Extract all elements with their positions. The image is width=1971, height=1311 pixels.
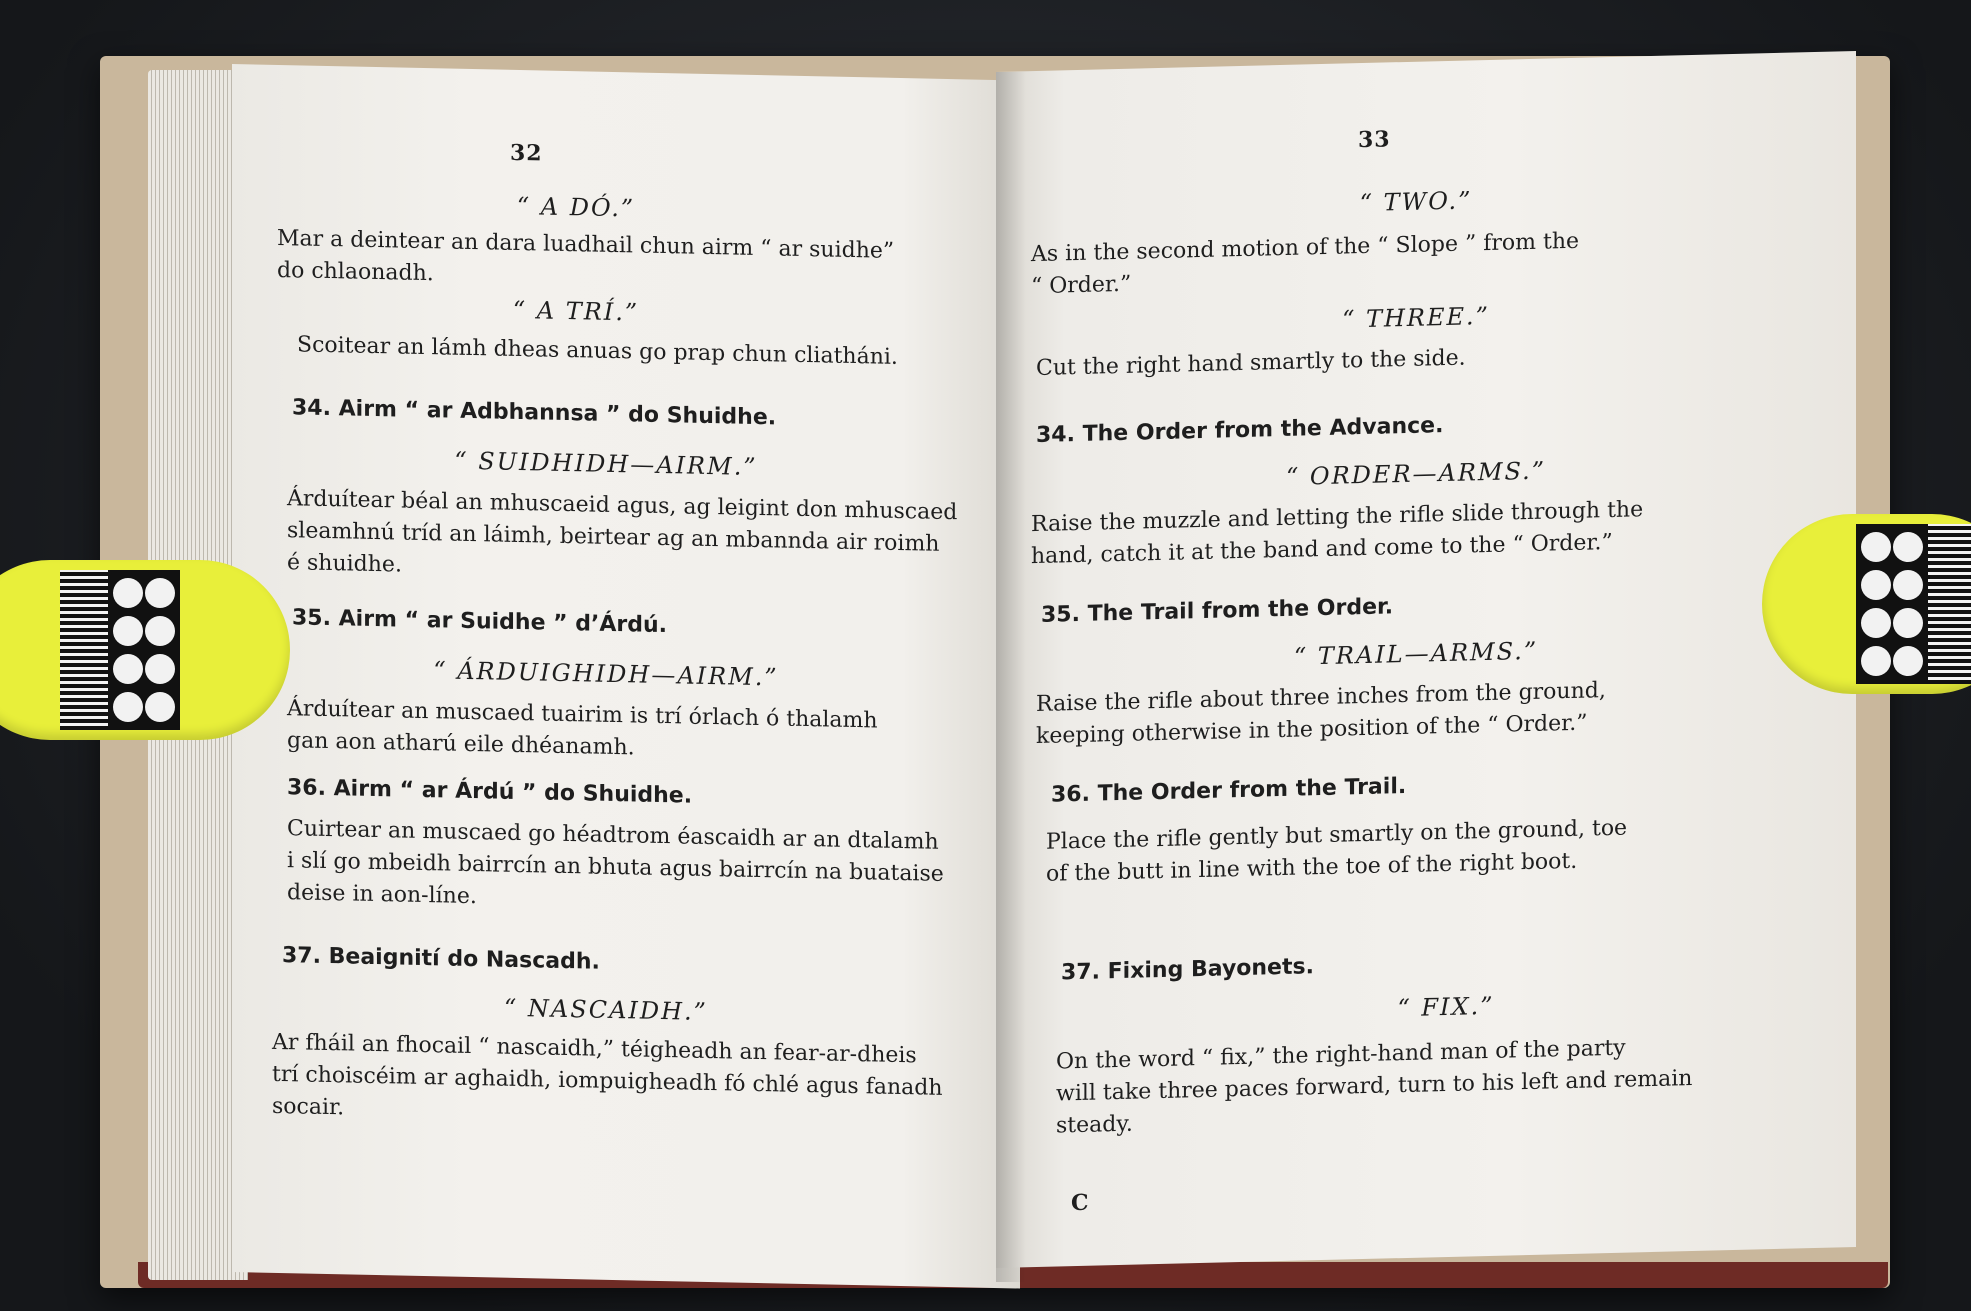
command-three: “ THREE.” xyxy=(1342,301,1490,334)
clip-pattern-band xyxy=(1856,524,1971,684)
text-line: trí choiscéim ar aghaidh, iompuigheadh fó chlé agus fanadh xyxy=(272,1061,943,1101)
command-35-left: “ ÁRDUIGHIDH—AIRM.” xyxy=(433,656,779,692)
command-tri: “ A TRÍ.” xyxy=(512,295,640,327)
text-line: Place the rifle gently but smartly on the ground, toe xyxy=(1046,815,1628,855)
right-page-clip xyxy=(1762,514,1971,694)
clip-pattern-band xyxy=(60,570,180,730)
page-number-left: 32 xyxy=(510,139,543,167)
text-line: As in the second motion of the “ Slope ” from the xyxy=(1031,228,1580,268)
text-line: will take three paces forward, turn to his left and remain xyxy=(1056,1065,1693,1107)
paragraph-three xyxy=(1036,334,1796,385)
text-line: gan aon atharú eile dhéanamh. xyxy=(287,728,635,761)
clip-dot xyxy=(113,578,143,608)
command-34-right: “ ORDER—ARMS.” xyxy=(1286,456,1546,491)
clip-dot xyxy=(145,616,175,646)
book-gutter-shadow xyxy=(996,72,1026,1282)
signature-mark: C xyxy=(1071,1189,1089,1217)
paragraph-do xyxy=(277,223,977,302)
heading-37-right: 37. Fixing Bayonets. xyxy=(1061,954,1314,986)
text-line: Cut the right hand smartly to the side. xyxy=(1036,345,1466,382)
heading-35-left: 35. Airm “ ar Suidhe ” d’Árdú. xyxy=(292,605,668,639)
command-37-right: “ FIX.” xyxy=(1397,991,1495,1023)
paragraph-35-left xyxy=(287,693,987,772)
paragraph-35-right xyxy=(1036,670,1796,753)
page-number-right: 33 xyxy=(1358,126,1391,154)
command-do: “ A DÓ.” xyxy=(516,191,636,223)
paragraph-36-left xyxy=(287,813,987,924)
heading-36-right: 36. The Order from the Trail. xyxy=(1051,773,1407,808)
command-34-left: “ SUIDHIDH—AIRM.” xyxy=(454,446,758,482)
clip-dot xyxy=(113,692,143,722)
paragraph-36-right xyxy=(1046,808,1806,891)
right-page xyxy=(996,51,1856,1268)
clip-stripes xyxy=(60,570,108,730)
paragraph-34-right xyxy=(1031,491,1791,574)
text-line: Mar a deintear an dara luadhail chun airm “ ar suidhe” xyxy=(277,225,895,264)
text-line: Ar fháil an fhocail “ nascaidh,” téigheadh an fear-ar-dheis xyxy=(272,1029,917,1069)
heading-35-right: 35. The Trail from the Order. xyxy=(1041,594,1394,628)
clip-dots xyxy=(108,570,180,730)
heading-37-left: 37. Beaignití do Nascadh. xyxy=(282,943,600,975)
text-line: sleamhnú tríd an láimh, beirtear ag an mbannda air roimh xyxy=(287,518,940,557)
text-line: Árduítear an muscaed tuairim is trí órlach ó thalamh xyxy=(287,696,878,734)
text-line: socair. xyxy=(272,1093,345,1121)
left-page xyxy=(232,64,1020,1289)
left-page-clip xyxy=(0,560,290,740)
text-line: hand, catch it at the band and come to the “ Order.” xyxy=(1031,529,1613,570)
text-line: Cuirtear an muscaed go héadtrom éascaidh ar an dtalamh xyxy=(287,816,939,855)
clip-dot xyxy=(1893,608,1923,638)
text-line: é shuidhe. xyxy=(287,550,402,578)
paragraph-37-right xyxy=(1056,1028,1816,1143)
clip-dot xyxy=(1861,532,1891,562)
clip-dot xyxy=(1861,608,1891,638)
paragraph-34-left xyxy=(287,483,987,594)
paragraph-tri xyxy=(297,329,997,376)
clip-dot xyxy=(1893,646,1923,676)
text-line: Scoitear an lámh dheas anuas go prap chun cliatháni. xyxy=(297,332,898,370)
clip-dot xyxy=(145,578,175,608)
command-two: “ TWO.” xyxy=(1359,186,1473,218)
heading-34-right: 34. The Order from the Advance. xyxy=(1036,413,1444,449)
text-line: Raise the rifle about three inches from the ground, xyxy=(1036,678,1606,718)
clip-dot xyxy=(1861,646,1891,676)
heading-36-left: 36. Airm “ ar Árdú ” do Shuidhe. xyxy=(287,775,693,809)
clip-dot xyxy=(113,654,143,684)
text-line: On the word “ fix,” the right-hand man of the party xyxy=(1056,1035,1626,1075)
text-line: Raise the muzzle and letting the rifle slide through the xyxy=(1031,497,1644,538)
clip-dot xyxy=(145,654,175,684)
heading-34-left: 34. Airm “ ar Adbhannsa ” do Shuidhe. xyxy=(292,395,777,431)
command-37-left: “ NASCAIDH.” xyxy=(504,993,708,1026)
clip-dot xyxy=(1861,570,1891,600)
text-line: keeping otherwise in the position of the “ Order.” xyxy=(1036,710,1588,750)
text-line: of the butt in line with the toe of the right boot. xyxy=(1046,848,1578,887)
command-35-right: “ TRAIL—ARMS.” xyxy=(1293,636,1539,671)
clip-dots xyxy=(1856,524,1928,684)
text-line: do chlaonadh. xyxy=(277,257,434,287)
clip-dot xyxy=(1893,570,1923,600)
text-line: steady. xyxy=(1056,1111,1133,1139)
text-line: “ Order.” xyxy=(1031,271,1132,300)
clip-dot xyxy=(145,692,175,722)
text-line: Árduítear béal an mhuscaeid agus, ag leigint don mhuscaed xyxy=(287,486,958,526)
text-line: i slí go mbeidh bairrcín an bhuta agus bairrcín na buataise xyxy=(287,848,944,887)
paragraph-two xyxy=(1031,221,1791,304)
paragraph-37-left xyxy=(272,1027,972,1138)
clip-dot xyxy=(1893,532,1923,562)
text-line: deise in aon-líne. xyxy=(287,880,477,910)
clip-stripes xyxy=(1928,524,1971,684)
clip-dot xyxy=(113,616,143,646)
